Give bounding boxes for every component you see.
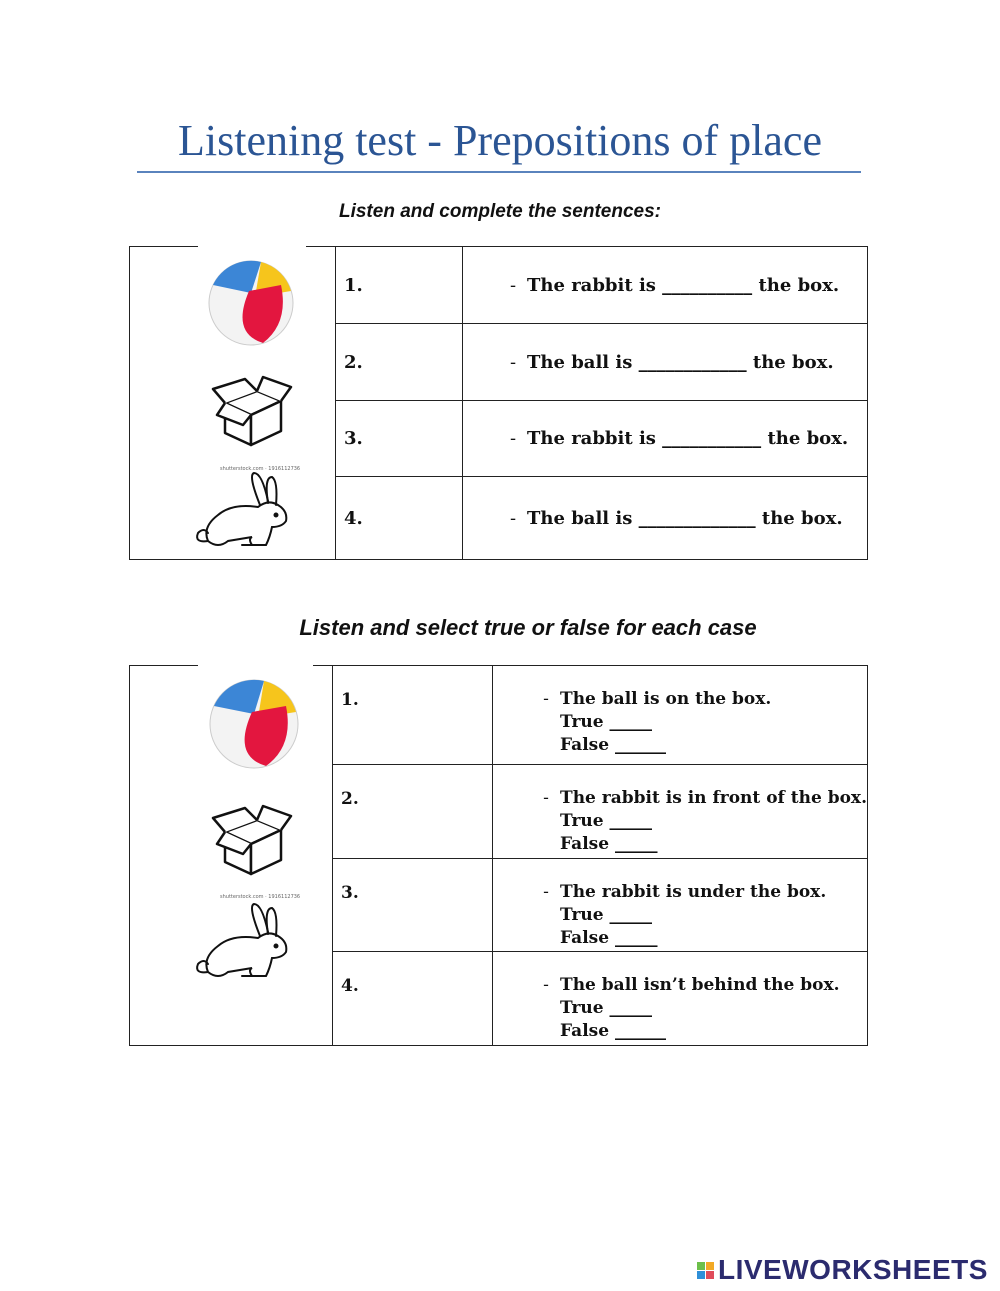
statement-cell bbox=[493, 765, 868, 859]
beach-ball-icon bbox=[210, 680, 298, 768]
complete-sentences-table bbox=[129, 246, 868, 560]
row-number: 3. bbox=[333, 859, 493, 952]
dash: - bbox=[509, 274, 517, 296]
dash: - bbox=[543, 975, 549, 995]
statement-text: The rabbit is under the box. bbox=[560, 882, 827, 902]
true-option[interactable]: True _____ bbox=[560, 998, 653, 1018]
beach-ball-icon bbox=[209, 261, 293, 345]
statement-cell bbox=[493, 859, 868, 952]
sentence-cell bbox=[463, 247, 868, 324]
page-title: Listening test - Prepositions of place bbox=[178, 116, 822, 165]
dash: - bbox=[509, 428, 517, 449]
statement-text: The ball isn’t behind the box. bbox=[560, 975, 840, 995]
sentence-text: The ball is _____________ the box. bbox=[527, 507, 843, 529]
box-icon bbox=[213, 806, 291, 874]
sentence-text: The ball is ____________ the box. bbox=[527, 351, 834, 373]
box-icon bbox=[213, 377, 291, 445]
illustrations bbox=[130, 666, 335, 1046]
sentence-cell bbox=[463, 477, 868, 560]
true-option[interactable]: True _____ bbox=[560, 905, 653, 925]
true-option[interactable]: True _____ bbox=[560, 712, 653, 732]
instruction-complete: Listen and complete the sentences: bbox=[338, 201, 662, 222]
instruction-true-false: Listen and select true or false for each case bbox=[299, 615, 757, 640]
dash: - bbox=[509, 351, 517, 373]
picture-cell bbox=[130, 247, 336, 560]
brand-text: LIVEWORKSHEETS bbox=[718, 1254, 988, 1285]
watermark-text: shutterstock.com · 1916112736 bbox=[220, 894, 301, 900]
sentence-cell bbox=[463, 324, 868, 401]
dash: - bbox=[543, 788, 549, 808]
row-number: 1. bbox=[336, 247, 463, 324]
row-number: 1. bbox=[333, 666, 493, 765]
sentence-cell bbox=[463, 401, 868, 477]
statement-cell bbox=[493, 666, 868, 765]
picture-cell bbox=[130, 666, 333, 1046]
dash: - bbox=[509, 507, 517, 529]
false-option[interactable]: False _____ bbox=[560, 834, 658, 854]
dash: - bbox=[543, 689, 549, 709]
row-number: 3. bbox=[336, 401, 463, 477]
statement-text: The ball is on the box. bbox=[560, 689, 772, 709]
dash: - bbox=[543, 882, 549, 902]
row-number: 4. bbox=[336, 477, 463, 560]
row-number: 2. bbox=[333, 765, 493, 859]
row-number: 4. bbox=[333, 952, 493, 1046]
rabbit-icon bbox=[197, 473, 286, 545]
statement-cell bbox=[493, 952, 868, 1046]
false-option[interactable]: False _____ bbox=[560, 928, 658, 948]
title-underline bbox=[137, 171, 861, 173]
rabbit-icon bbox=[197, 904, 286, 976]
illustrations bbox=[130, 247, 335, 560]
watermark-text: shutterstock.com · 1916112736 bbox=[220, 466, 301, 472]
sentence-text: The rabbit is ___________ the box. bbox=[527, 428, 849, 449]
false-option[interactable]: False ______ bbox=[560, 735, 666, 755]
true-option[interactable]: True _____ bbox=[560, 811, 653, 831]
sentence-text: The rabbit is __________ the box. bbox=[527, 274, 840, 296]
brand-logo[interactable] bbox=[697, 1253, 988, 1287]
row-number: 2. bbox=[336, 324, 463, 401]
liveworksheets-logo-icon bbox=[697, 1262, 714, 1279]
false-option[interactable]: False ______ bbox=[560, 1021, 666, 1041]
true-false-table bbox=[129, 665, 868, 1046]
statement-text: The rabbit is in front of the box. bbox=[560, 788, 867, 808]
